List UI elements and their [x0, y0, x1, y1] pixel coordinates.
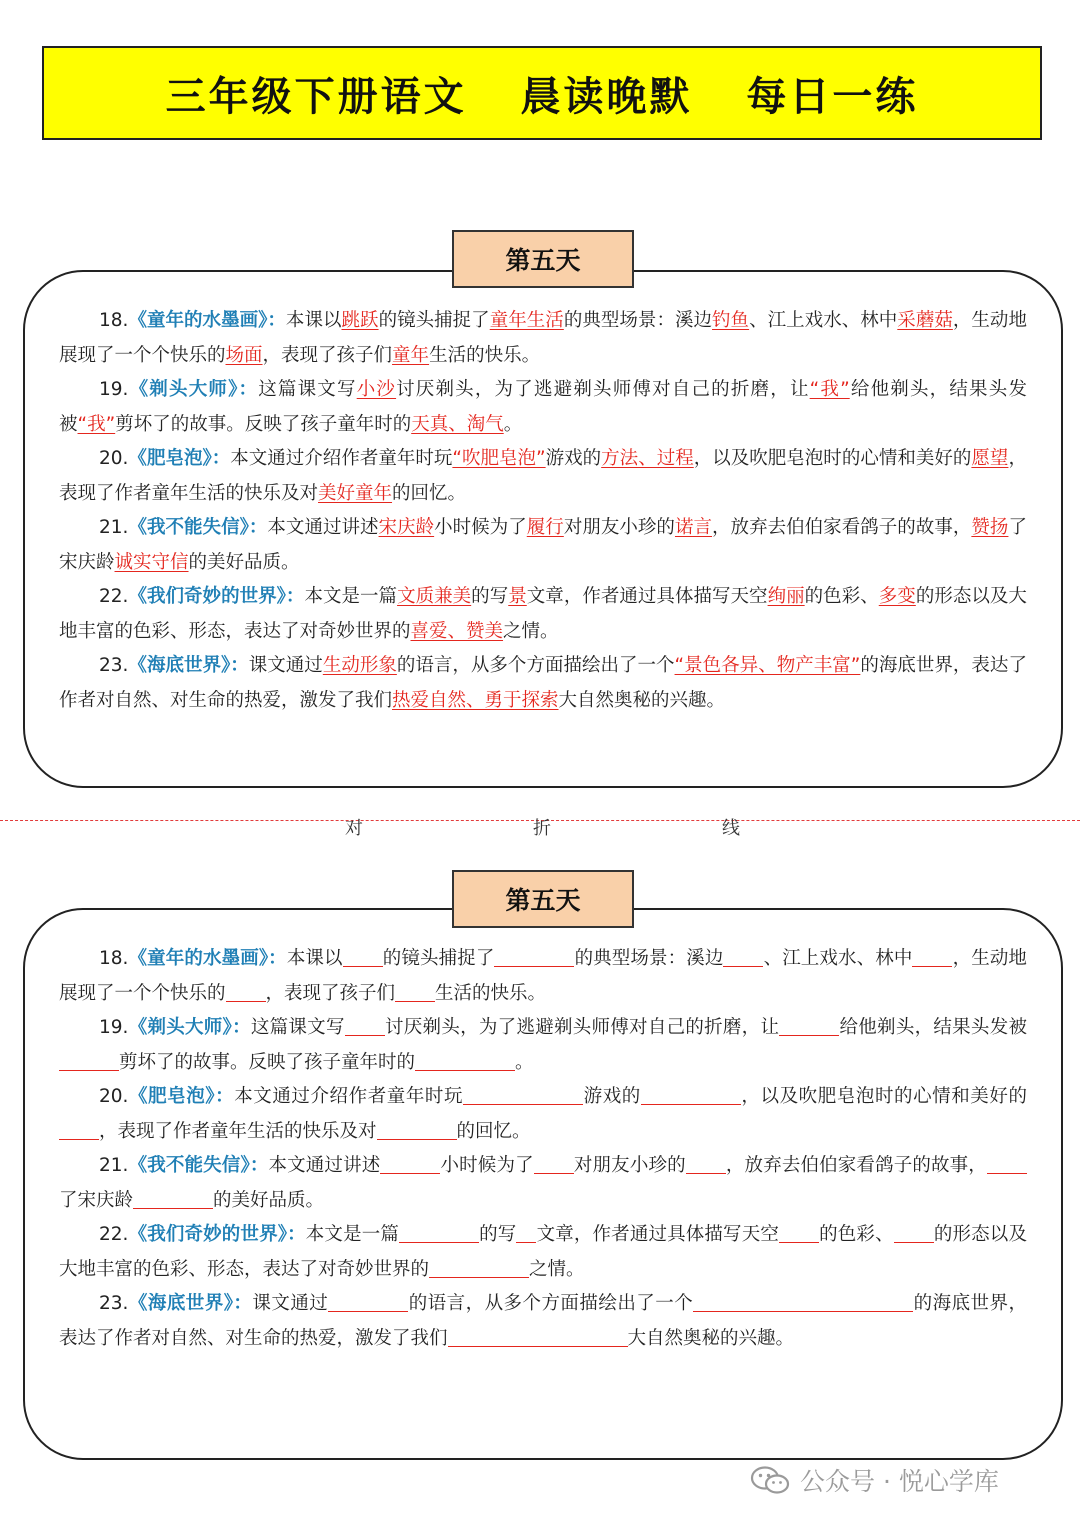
answer-blank [380, 1151, 440, 1174]
answer-text: 方法、过程 [601, 448, 694, 469]
body-text: ，表现了作者童年生活的快乐及对 [59, 448, 1027, 504]
answer-text: 采蘑菇 [897, 310, 953, 331]
body-text: 的语言，从多个方面描绘出了一个 [396, 655, 675, 676]
body-text: 讨厌剃头，为了逃避剃头师傅对自己的折磨，让 [384, 1017, 780, 1038]
body-text: 文章，作者通过具体描写天空 [536, 1224, 779, 1245]
body-text: 给他剃头，结果头发被 [59, 379, 1027, 435]
body-text: 对朋友小珍的 [563, 517, 675, 538]
lesson-title: 《肥皂泡》： [128, 1086, 235, 1107]
body-text: 剪坏了的故事。反映了孩子童年时的 [119, 1051, 416, 1073]
body-text: 这篇课文写 [258, 379, 357, 400]
answer-blank [448, 1324, 628, 1347]
blank-card [23, 908, 1063, 1460]
body-text: 游戏的 [545, 448, 602, 469]
body-text: ，生动地展现了一个个快乐的 [59, 948, 1027, 1004]
body-text: 本文通过介绍作者童年时玩 [230, 448, 453, 469]
answer-card [23, 270, 1063, 788]
lesson-title: 《童年的水墨画》： [128, 948, 287, 969]
item-number: 20. [99, 1086, 129, 1107]
body-text: ，以及吹肥皂泡时的心情和美好的 [740, 1086, 1027, 1107]
answer-text: “我” [77, 413, 116, 435]
item-paragraph [59, 1287, 1027, 1356]
body-text: 游戏的 [583, 1086, 641, 1107]
answer-text: 美好童年 [318, 482, 393, 504]
lesson-title: 《剃头大师》： [128, 379, 259, 400]
item-paragraph [59, 442, 1027, 511]
body-text: 本文通过介绍作者童年时玩 [234, 1086, 464, 1107]
answer-blank [987, 1151, 1027, 1174]
answer-blank [641, 1082, 741, 1105]
body-text: 小时候为了 [434, 517, 527, 538]
body-text: 剪坏了的故事。反映了孩子童年时的 [115, 413, 412, 435]
body-text: 对朋友小珍的 [573, 1155, 686, 1176]
body-text: 小时候为了 [440, 1155, 534, 1176]
body-text: 本课以 [285, 310, 342, 331]
body-text: 本课以 [286, 948, 343, 969]
body-text: ，生动地展现了一个个快乐的 [59, 310, 1027, 366]
answer-text: “吹肥皂泡” [452, 448, 546, 469]
answer-blank [343, 944, 383, 967]
body-text: 的回忆。 [392, 482, 467, 504]
body-text: 的美好品质。 [188, 551, 300, 573]
item-number: 18. [99, 948, 129, 969]
body-text: 的美好品质。 [213, 1189, 325, 1211]
answer-blank [723, 944, 763, 967]
body-text: 大自然奥秘的兴趣。 [558, 689, 726, 711]
answer-text: 天真、淘气 [411, 413, 504, 435]
wechat-icon [750, 1465, 790, 1495]
item-number: 21. [99, 517, 129, 538]
answer-text: 宋庆龄 [378, 517, 435, 538]
body-text: 的色彩、 [818, 1224, 894, 1245]
answer-blank [463, 1082, 583, 1105]
blank-list [59, 942, 1027, 1356]
body-text: 讨厌剃头，为了逃避剃头师傅对自己的折磨，让 [396, 379, 810, 400]
lesson-title: 《我不能失信》： [128, 1155, 269, 1176]
answer-blank [912, 944, 952, 967]
item-number: 19. [99, 379, 129, 400]
item-paragraph [59, 1149, 1027, 1218]
answer-text: 赞扬 [971, 517, 1009, 538]
body-text: ，以及吹肥皂泡时的心情和美好的 [693, 448, 972, 469]
answer-blank [779, 1013, 839, 1036]
item-paragraph [59, 304, 1027, 373]
answer-blank [429, 1255, 529, 1278]
lesson-title: 《我们奇妙的世界》： [128, 586, 305, 607]
body-text: 本文是一篇 [304, 586, 398, 607]
body-text: 了宋庆龄 [59, 1189, 134, 1211]
answer-text: 景 [508, 586, 527, 607]
body-text: ，表现了孩子们 [265, 982, 396, 1004]
body-text: 课文通过 [248, 655, 323, 676]
answer-blank [516, 1220, 536, 1243]
answer-text: 喜爱、赞美 [410, 620, 504, 642]
item-paragraph [59, 649, 1027, 718]
answer-blank [894, 1220, 934, 1243]
body-text: 。 [515, 1051, 534, 1073]
answer-text: 履行 [526, 517, 564, 538]
answer-text: 愿望 [971, 448, 1009, 469]
answer-blank [494, 944, 574, 967]
lesson-title: 《我不能失信》： [128, 517, 268, 538]
answer-blank [415, 1048, 515, 1071]
body-text: 的形态以及大地丰富的色彩、形态，表达了对奇妙世界的 [59, 586, 1027, 642]
answer-blank [226, 979, 266, 1002]
body-text: 、江上戏水、林中 [763, 948, 913, 969]
body-text: 的写 [479, 1224, 517, 1245]
body-text: 的语言，从多个方面描绘出了一个 [408, 1293, 694, 1314]
item-paragraph [59, 580, 1027, 649]
body-text: 这篇课文写 [250, 1017, 345, 1038]
answer-text: 热爱自然、勇于探索 [392, 689, 559, 711]
body-text: ，表现了作者童年生活的快乐及对 [99, 1120, 377, 1142]
answer-text: 钓鱼 [712, 310, 750, 331]
answer-blank [534, 1151, 574, 1174]
answer-blank [59, 1048, 119, 1071]
answer-blank [693, 1289, 913, 1312]
answer-text: 诚实守信 [114, 551, 189, 573]
body-text: 生活的快乐。 [435, 982, 547, 1004]
answer-text: 跳跃 [341, 310, 379, 331]
answer-blank [345, 1013, 385, 1036]
answer-list [59, 304, 1027, 718]
body-text: 大自然奥秘的兴趣。 [627, 1327, 795, 1349]
body-text: 本文通过讲述 [267, 517, 379, 538]
item-number: 18. [99, 310, 129, 331]
answer-blank [395, 979, 435, 1002]
answer-text: 文质兼美 [397, 586, 472, 607]
fold-label: 对 [345, 818, 363, 839]
body-text: 的海底世界，表达了作者对自然、对生命的热爱，激发了我们 [59, 1293, 1027, 1349]
answer-blank [377, 1117, 457, 1140]
body-text: 、江上戏水、林中 [749, 310, 898, 331]
item-number: 23. [99, 1293, 129, 1314]
body-text: 的写 [471, 586, 509, 607]
body-text: 本文是一篇 [305, 1224, 400, 1245]
answer-text: 场面 [225, 344, 263, 366]
item-number: 19. [99, 1017, 129, 1038]
body-text: 之情。 [503, 620, 559, 642]
page-title: 三年级下册语文 晨读晚默 每日一练 [42, 46, 1042, 140]
body-text: 生活的快乐。 [429, 344, 541, 366]
item-number: 21. [99, 1155, 129, 1176]
fold-label: 折 [533, 818, 551, 839]
answer-text: 多变 [878, 586, 916, 607]
body-text: 的典型场景：溪边 [563, 310, 713, 331]
fold-label: 线 [722, 818, 740, 839]
lesson-title: 《肥皂泡》： [128, 448, 231, 469]
item-paragraph [59, 373, 1027, 442]
answer-text: 小沙 [356, 379, 397, 400]
item-paragraph [59, 1080, 1027, 1149]
body-text: 。 [503, 413, 523, 435]
body-text: 给他剃头，结果头发被 [839, 1017, 1027, 1038]
answer-text: “我” [809, 379, 850, 400]
answer-text: 生动形象 [322, 655, 397, 676]
item-paragraph [59, 1218, 1027, 1287]
answer-text: 绚丽 [767, 586, 805, 607]
item-number: 22. [99, 586, 129, 607]
item-paragraph [59, 511, 1027, 580]
answer-text: 童年生活 [489, 310, 564, 331]
watermark [750, 1462, 999, 1498]
item-number: 22. [99, 1224, 129, 1245]
answer-blank [686, 1151, 726, 1174]
lesson-title: 《海底世界》： [128, 1293, 253, 1314]
body-text: 文章，作者通过具体描写天空 [526, 586, 768, 607]
body-text: 课文通过 [252, 1293, 329, 1314]
body-text: ，放弃去伯伯家看鸽子的故事， [712, 517, 972, 538]
answer-blank [59, 1117, 99, 1140]
body-text: ，表现了孩子们 [262, 344, 393, 366]
body-text: 的镜头捕捉了 [378, 310, 490, 331]
item-paragraph [59, 1011, 1027, 1080]
body-text: 的回忆。 [456, 1120, 531, 1142]
body-text: 本文通过讲述 [268, 1155, 381, 1176]
watermark-text: 公众号 · 悦心学库 [800, 1467, 999, 1496]
body-text: 之情。 [529, 1258, 585, 1280]
body-text: 的典型场景：溪边 [574, 948, 724, 969]
answer-blank [328, 1289, 408, 1312]
item-paragraph [59, 942, 1027, 1011]
body-text: 的镜头捕捉了 [382, 948, 495, 969]
item-number: 23. [99, 655, 129, 676]
answer-text: 诺言 [674, 517, 713, 538]
body-text: 的海底世界，表达了作者对自然、对生命的热爱，激发了我们 [59, 655, 1027, 711]
lesson-title: 《海底世界》： [128, 655, 249, 676]
item-number: 20. [99, 448, 129, 469]
day-label-blanks: 第五天 [452, 870, 634, 928]
answer-blank [779, 1220, 819, 1243]
body-text: 的色彩、 [804, 586, 879, 607]
lesson-title: 《童年的水墨画》： [128, 310, 286, 331]
answer-blank [133, 1186, 213, 1209]
body-text: 了宋庆龄 [59, 517, 1027, 573]
answer-text: 童年 [392, 344, 430, 366]
lesson-title: 《剃头大师》： [128, 1017, 251, 1038]
body-text: ，放弃去伯伯家看鸽子的故事， [725, 1155, 987, 1176]
answer-text: “景色各异、物产丰富” [674, 655, 861, 676]
day-label-answers: 第五天 [452, 230, 634, 288]
lesson-title: 《我们奇妙的世界》： [128, 1224, 306, 1245]
body-text: 的形态以及大地丰富的色彩、形态，表达了对奇妙世界的 [59, 1224, 1027, 1280]
answer-blank [399, 1220, 479, 1243]
